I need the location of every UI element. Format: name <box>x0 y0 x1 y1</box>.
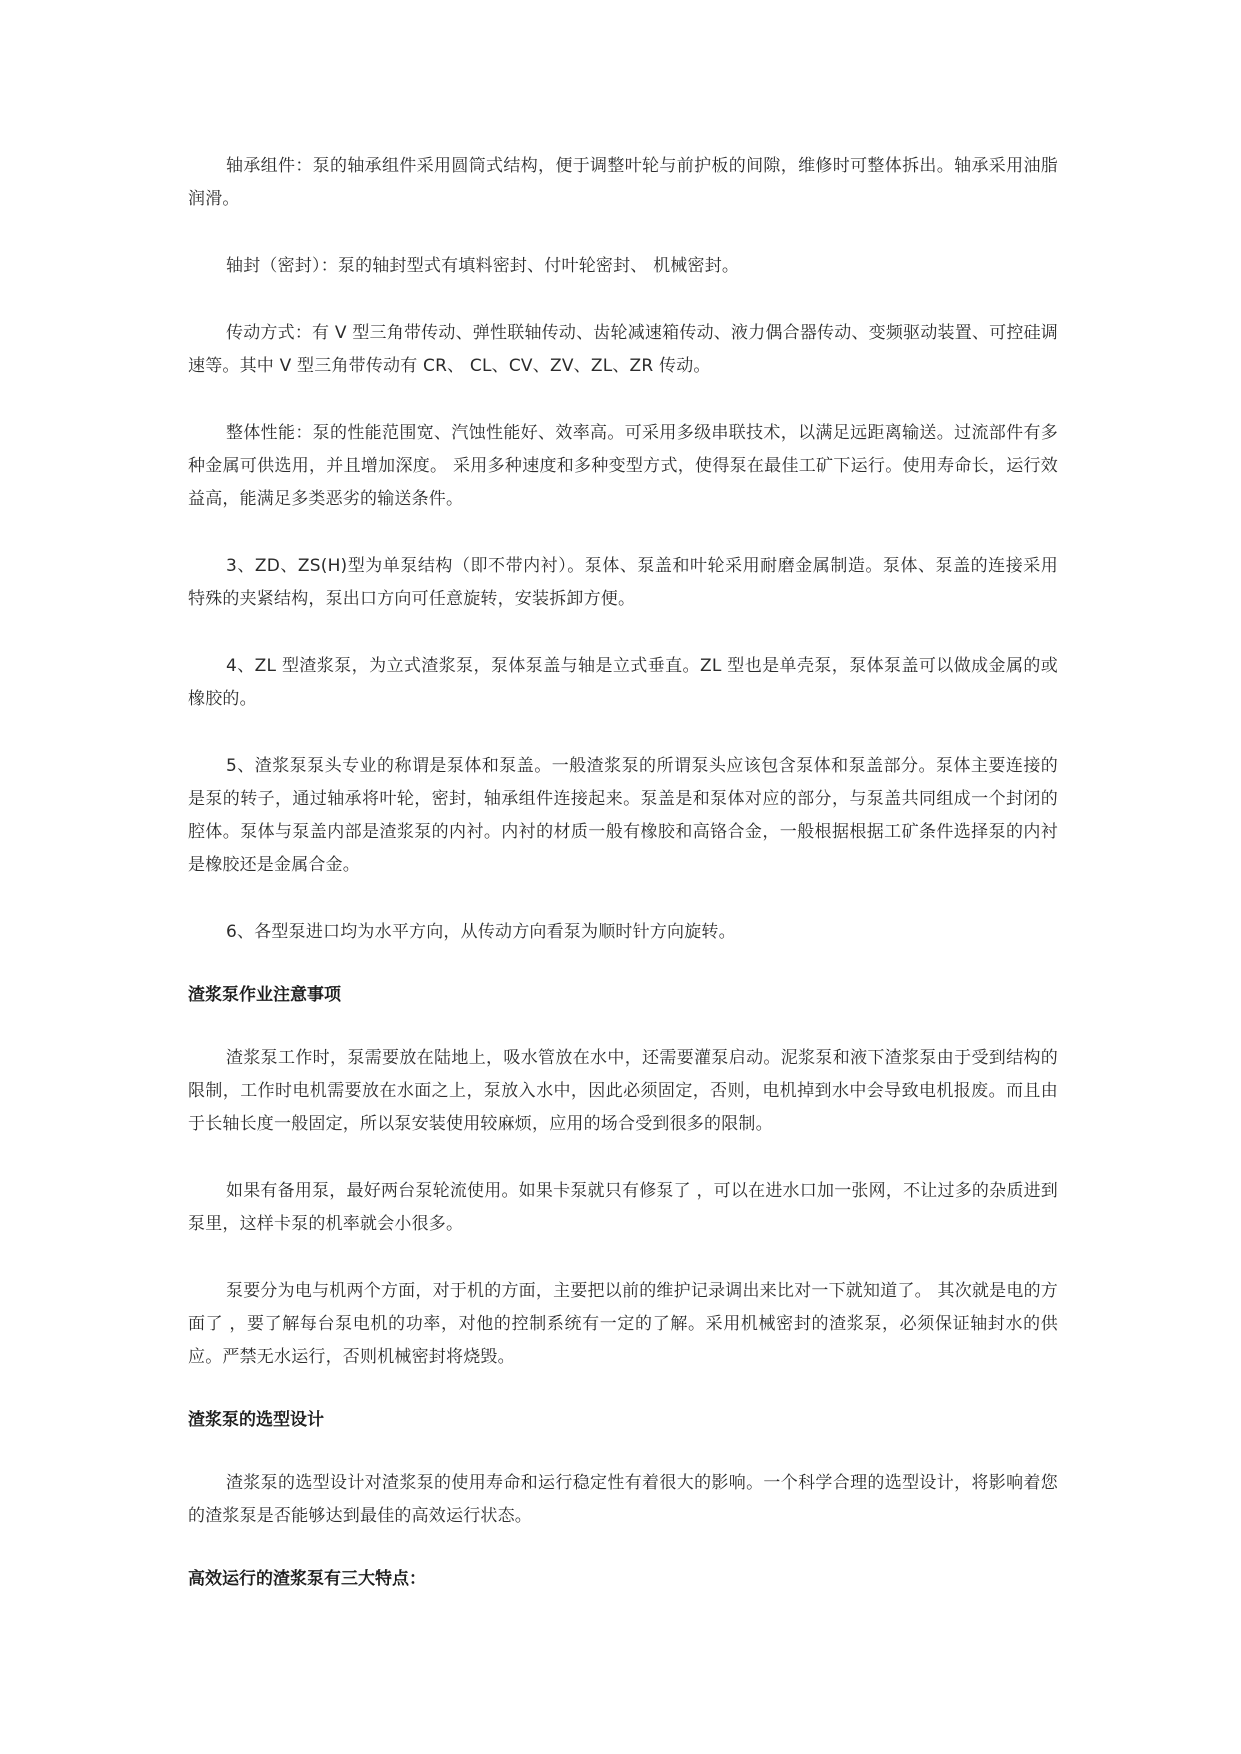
paragraph-item-3: 3、ZD、ZS(H)型为单泵结构（即不带内衬）。泵体、泵盖和叶轮采用耐磨金属制造。泵体、泵盖的连接采用特殊的夹紧结构，泵出口方向可任意旋转，安装拆卸方便。 <box>188 556 1058 609</box>
spacer <box>188 1141 1058 1175</box>
section-heading-precautions: 渣浆泵作业注意事项 <box>188 985 341 1005</box>
paragraph-selection-design: 渣浆泵的选型设计对渣浆泵的使用寿命和运行稳定性有着很大的影响。一个科学合理的选型设计，将影响着您的渣浆泵是否能够达到最佳的高效运行状态。 <box>188 1473 1058 1526</box>
paragraph-item-4: 4、ZL 型渣浆泵，为立式渣浆泵，泵体泵盖与轴是立式垂直。ZL 型也是单壳泵，泵体泵盖可以做成金属的或橡胶的。 <box>188 656 1058 709</box>
spacer <box>188 283 1058 317</box>
paragraph-item-6: 6、各型泵进口均为水平方向，从传动方向看泵为顺时针方向旋转。 <box>226 922 736 942</box>
spacer <box>188 216 1058 250</box>
spacer <box>188 383 1058 417</box>
spacer <box>188 1374 1058 1404</box>
spacer <box>188 882 1058 916</box>
section-heading-three-features: 高效运行的渣浆泵有三大特点： <box>188 1569 426 1589</box>
paragraph-electrical-mechanical: 泵要分为电与机两个方面，对于机的方面，主要把以前的维护记录调出来比对一下就知道了。 其次就是电的方面了 ，要了解每台泵电机的功率，对他的控制系统有一定的了解。采用机械密封的渣浆泵，必须保证轴封水的供应。严禁无水运行，否则机械密封将烧毁。 <box>188 1281 1058 1367</box>
paragraph-drive-mode: 传动方式：有 V 型三角带传动、弹性联轴传动、齿轮减速箱传动、液力偶合器传动、变频驱动装置、可控硅调速等。其中 V 型三角带传动有 CR、 CL、CV、ZV、ZL、ZR 传动。 <box>188 323 1058 376</box>
paragraph-bearing-assembly: 轴承组件：泵的轴承组件采用圆筒式结构，便于调整叶轮与前护板的间隙，维修时可整体拆出。轴承采用油脂润滑。 <box>188 156 1058 209</box>
spacer <box>188 616 1058 650</box>
spacer <box>188 1533 1058 1563</box>
spacer <box>188 1012 1058 1042</box>
spacer <box>188 1437 1058 1467</box>
spacer <box>188 516 1058 550</box>
spacer <box>188 949 1058 979</box>
section-heading-selection-design: 渣浆泵的选型设计 <box>188 1410 324 1430</box>
paragraph-backup-pump: 如果有备用泵，最好两台泵轮流使用。如果卡泵就只有修泵了 ，可以在进水口加一张网，不让过多的杂质进到泵里，这样卡泵的机率就会小很多。 <box>188 1181 1058 1234</box>
paragraph-working-conditions: 渣浆泵工作时，泵需要放在陆地上，吸水管放在水中，还需要灌泵启动。泥浆泵和液下渣浆泵由于受到结构的限制，工作时电机需要放在水面之上，泵放入水中，因此必须固定，否则，电机掉到水中会导致电机报废。而且由于长轴长度一般固定，所以泵安装使用较麻烦，应用的场合受到很多的限制。 <box>188 1048 1058 1134</box>
paragraph-item-5: 5、渣浆泵泵头专业的称谓是泵体和泵盖。一般渣浆泵的所谓泵头应该包含泵体和泵盖部分。泵体主要连接的是泵的转子，通过轴承将叶轮，密封，轴承组件连接起来。泵盖是和泵体对应的部分，与泵盖共同组成一个封闭的腔体。泵体与泵盖内部是渣浆泵的内衬。内衬的材质一般有橡胶和高铬合金，一般根据根据工矿条件选择泵的内衬是橡胶还是金属合金。 <box>188 756 1058 875</box>
document-page <box>188 150 1058 1596</box>
spacer <box>188 1241 1058 1275</box>
paragraph-overall-performance: 整体性能：泵的性能范围宽、汽蚀性能好、效率高。可采用多级串联技术，以满足远距离输送。过流部件有多种金属可供选用，并且增加深度。 采用多种速度和多种变型方式，使得泵在最佳工矿下运行。使用寿命长，运行效益高，能满足多类恶劣的输送条件。 <box>188 423 1058 509</box>
spacer <box>188 716 1058 750</box>
paragraph-shaft-seal: 轴封（密封）：泵的轴封型式有填料密封、付叶轮密封、 机械密封。 <box>226 256 740 276</box>
